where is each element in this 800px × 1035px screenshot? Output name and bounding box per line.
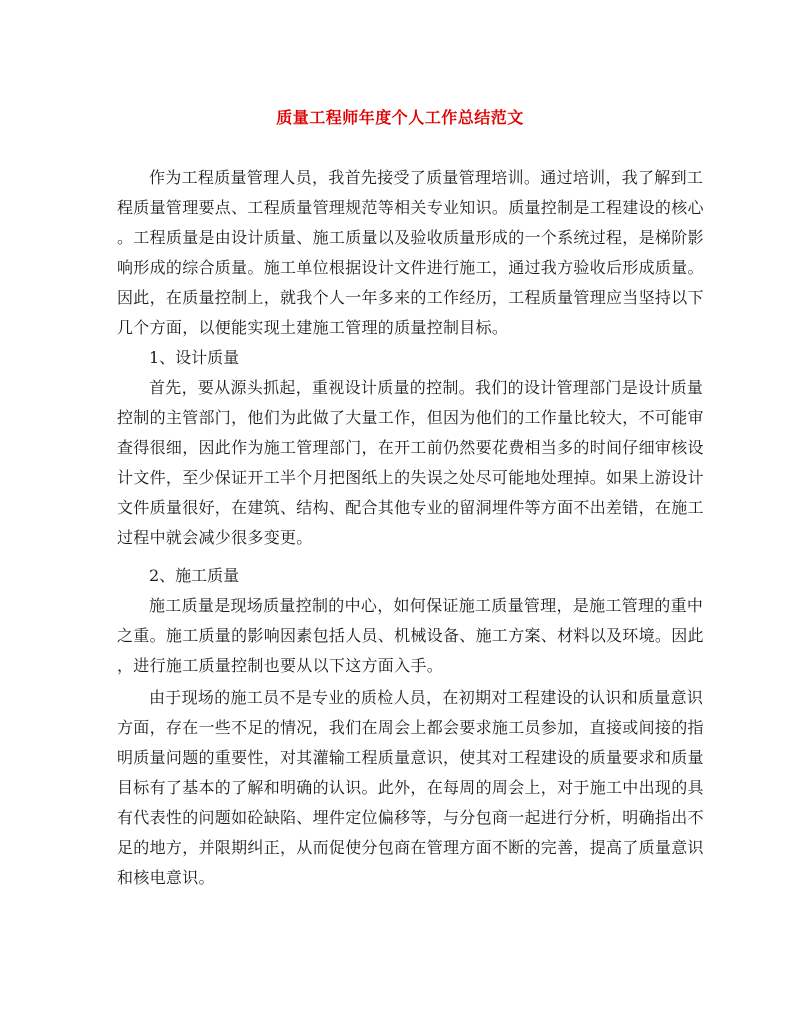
paragraph-1-line-3: 。工程质量是由设计质量、施工质量以及验收质量形成的一个系统过程，是梯阶影	[117, 228, 704, 247]
section-2a-line-3: ，进行施工质量控制也要从以下这方面入手。	[117, 656, 444, 675]
paragraph-1-line-6: 几个方面，以便能实现土建施工管理的质量控制目标。	[117, 318, 509, 337]
section-2b-line-2: 方面，存在一些不足的情况，我们在周会上都会要求施工员参加，直接或间接的指	[117, 718, 704, 737]
section-2a-line-2: 之重。施工质量的影响因素包括人员、机械设备、施工方案、材料以及环境。因此	[117, 626, 704, 645]
paragraph-1-line-2: 程质量管理要点、工程质量管理规范等相关专业知识。质量控制是工程建设的核心	[117, 198, 704, 217]
section-2a-line-1: 施工质量是现场质量控制的中心，如何保证施工质量管理，是施工管理的重中	[149, 596, 704, 615]
section-2b-line-5: 有代表性的问题如砼缺陷、埋件定位偏移等，与分包商一起进行分析，明确指出不	[117, 808, 704, 827]
section-2b-line-6: 足的地方，并限期纠正，从而促使分包商在管理方面不断的完善，提高了质量意识	[117, 838, 704, 857]
paragraph-1-line-1: 作为工程质量管理人员，我首先接受了质量管理培训。通过培训，我了解到工	[149, 168, 704, 187]
section-2b-line-4: 目标有了基本的了解和明确的认识。此外，在每周的周会上，对于施工中出现的具	[117, 778, 704, 797]
section-2b-line-3: 明质量问题的重要性，对其灌输工程质量意识，使其对工程建设的质量要求和质量	[117, 748, 704, 767]
section-1-line-2: 控制的主管部门，他们为此做了大量工作，但因为他们的工作量比较大，不可能审	[117, 408, 704, 427]
section-2b-line-1: 由于现场的施工员不是专业的质检人员，在初期对工程建设的认识和质量意识	[149, 688, 704, 707]
section-2-heading: 2、施工质量	[149, 566, 240, 585]
section-1-line-6: 过程中就会减少很多变更。	[117, 528, 313, 547]
section-2b-line-7: 和核电意识。	[117, 868, 215, 887]
paragraph-1-line-5: 因此，在质量控制上，就我个人一年多来的工作经历，工程质量管理应当坚持以下	[117, 288, 704, 307]
section-1-line-5: 文件质量很好，在建筑、结构、配合其他专业的留洞埋件等方面不出差错，在施工	[117, 498, 704, 517]
paragraph-1-line-4: 响形成的综合质量。施工单位根据设计文件进行施工，通过我方验收后形成质量。	[117, 258, 704, 277]
section-1-heading: 1、设计质量	[149, 348, 240, 367]
section-1-line-4: 计文件，至少保证开工半个月把图纸上的失误之处尽可能地处理掉。如果上游设计	[117, 468, 704, 487]
section-1-line-1: 首先，要从源头抓起，重视设计质量的控制。我们的设计管理部门是设计质量	[149, 378, 704, 397]
document-title: 质量工程师年度个人工作总结范文	[276, 108, 524, 127]
section-1-line-3: 查得很细，因此作为施工管理部门，在开工前仍然要花费相当多的时间仔细审核设	[117, 438, 704, 457]
